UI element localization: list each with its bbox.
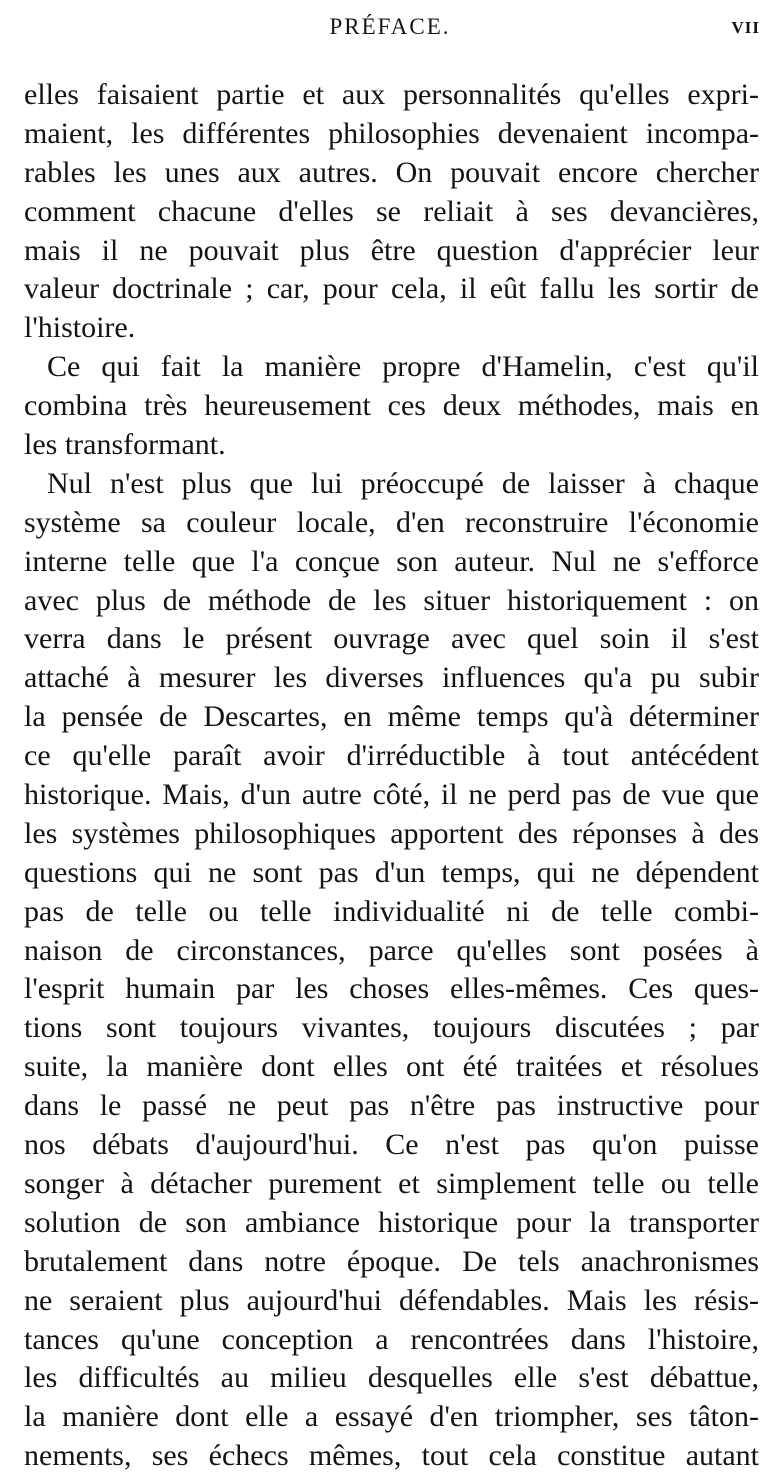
- text-line: combina très heureusement ces deux méthodes, mais en: [24, 389, 759, 423]
- text-line: l'esprit humain par les choses elles-mêmes. Ces ques-: [24, 972, 759, 1006]
- text-line: mais il ne pouvait plus être question d'apprécier leur: [24, 233, 759, 267]
- text-line: les difficultés au milieu desquelles elle s'est débattue,: [24, 1361, 759, 1395]
- text-line: dans le passé ne peut pas n'être pas instructive pour: [24, 1089, 759, 1123]
- text-line: verra dans le présent ouvrage avec quel soin il s'est: [24, 622, 759, 656]
- text-line: maient, les différentes philosophies devenaient incompa-: [24, 116, 759, 150]
- page-header: [0, 0, 780, 52]
- text-line: ce qu'elle paraît avoir d'irréductible à tout antécédent: [24, 739, 759, 773]
- text-line: l'histoire.: [24, 311, 136, 345]
- text-line: ne seraient plus aujourd'hui défendables. Mais les résis-: [24, 1283, 759, 1317]
- text-line: suite, la manière dont elles ont été traitées et résolues: [24, 1050, 759, 1084]
- text-line: la pensée de Descartes, en même temps qu'à déterminer: [24, 700, 759, 734]
- text-line: les transformant.: [24, 428, 226, 462]
- text-line: nements, ses échecs mêmes, tout cela constitue autant: [24, 1439, 759, 1473]
- text-line: elles faisaient partie et aux personnalités qu'elles expri-: [24, 78, 759, 111]
- running-title: PRÉFACE.: [329, 14, 451, 39]
- text-line: solution de son ambiance historique pour la transporter: [24, 1205, 759, 1239]
- text-line: naison de circonstances, parce qu'elles sont posées à: [24, 933, 759, 967]
- text-line: nos débats d'aujourd'hui. Ce n'est pas qu'on puisse: [24, 1128, 759, 1162]
- text-line: Nul n'est plus que lui préoccupé de laisser à chaque: [47, 466, 759, 500]
- text-line: système sa couleur locale, d'en reconstruire l'économie: [24, 505, 759, 539]
- text-line: tions sont toujours vivantes, toujours discutées ; par: [24, 1011, 759, 1045]
- text-line: interne telle que l'a conçue son auteur. Nul ne s'efforce: [24, 544, 759, 578]
- text-line: Ce qui fait la manière propre d'Hamelin, c'est qu'il: [47, 350, 759, 384]
- text-line: questions qui ne sont pas d'un temps, qui ne dépendent: [24, 855, 759, 889]
- body-text: [24, 76, 759, 1476]
- text-line: les systèmes philosophiques apportent des réponses à des: [24, 816, 759, 850]
- text-line: la manière dont elle a essayé d'en triompher, ses tâton-: [24, 1400, 759, 1434]
- text-line: valeur doctrinale ; car, pour cela, il eût fallu les sortir de: [24, 272, 759, 306]
- text-line: comment chacune d'elles se reliait à ses devancières,: [24, 194, 759, 228]
- text-line: pas de telle ou telle individualité ni de telle combi-: [24, 894, 759, 928]
- text-line: historique. Mais, d'un autre côté, il ne perd pas de vue que: [24, 778, 759, 812]
- text-line: tances qu'une conception a rencontrées dans l'histoire,: [24, 1322, 759, 1356]
- text-line: brutalement dans notre époque. De tels anachronismes: [24, 1244, 759, 1278]
- page-number: VII: [731, 18, 760, 37]
- text-line: avec plus de méthode de les situer historiquement : on: [24, 583, 759, 617]
- text-line: songer à détacher purement et simplement telle ou telle: [24, 1166, 759, 1200]
- text-line: rables les unes aux autres. On pouvait encore chercher: [24, 155, 759, 189]
- text-line: attaché à mesurer les diverses influences qu'a pu subir: [24, 661, 759, 695]
